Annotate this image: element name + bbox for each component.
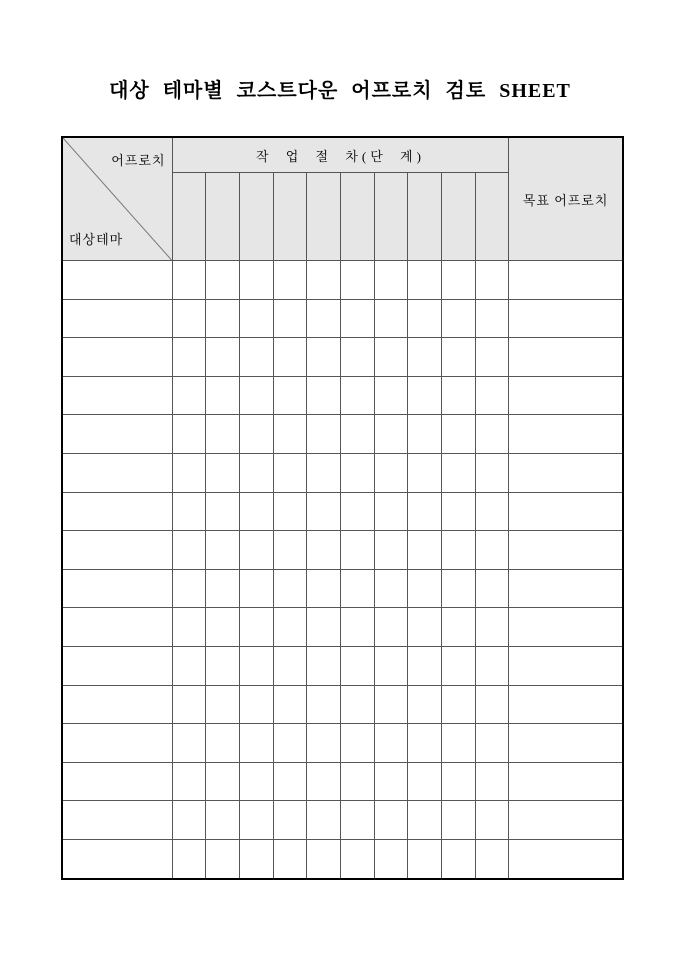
step-cell	[307, 801, 341, 840]
step-cell	[408, 569, 442, 608]
step-cell	[172, 453, 206, 492]
step-cell	[307, 376, 341, 415]
target-theme-cell	[62, 415, 172, 454]
step-cell	[206, 608, 240, 647]
step-cell	[273, 608, 307, 647]
step-cell	[374, 299, 408, 338]
step-cell	[408, 608, 442, 647]
step-cell	[340, 376, 374, 415]
step-cell	[442, 685, 476, 724]
step-cell	[239, 261, 273, 300]
step-cell	[206, 453, 240, 492]
step-cell	[273, 492, 307, 531]
step-cell	[273, 453, 307, 492]
step-cell	[172, 724, 206, 763]
step-cell	[408, 801, 442, 840]
target-theme-cell	[62, 531, 172, 570]
sheet-row	[62, 453, 623, 492]
header-row-top	[62, 137, 623, 173]
goal-approach-cell	[509, 608, 623, 647]
step-cell	[475, 608, 509, 647]
step-cell	[408, 376, 442, 415]
step-cell	[442, 338, 476, 377]
step-cell	[172, 608, 206, 647]
step-cell	[475, 531, 509, 570]
step-cell	[239, 453, 273, 492]
target-theme-cell	[62, 801, 172, 840]
target-theme-cell	[62, 376, 172, 415]
target-theme-cell	[62, 839, 172, 878]
step-cell	[239, 646, 273, 685]
step-cell	[172, 569, 206, 608]
target-theme-cell	[62, 299, 172, 338]
step-cell	[273, 801, 307, 840]
sheet-row	[62, 724, 623, 763]
step-cell	[374, 839, 408, 878]
step-subheader-cell	[172, 173, 206, 261]
step-cell	[340, 646, 374, 685]
goal-approach-cell	[509, 261, 623, 300]
step-cell	[206, 685, 240, 724]
goal-approach-cell	[509, 646, 623, 685]
step-cell	[475, 685, 509, 724]
step-cell	[475, 839, 509, 878]
step-cell	[374, 724, 408, 763]
sheet-row	[62, 801, 623, 840]
sheet-row	[62, 646, 623, 685]
step-subheader-cell	[273, 173, 307, 261]
sheet-row	[62, 299, 623, 338]
step-cell	[239, 608, 273, 647]
target-theme-cell	[62, 608, 172, 647]
step-cell	[172, 646, 206, 685]
step-cell	[442, 453, 476, 492]
sheet-header	[62, 137, 623, 261]
step-cell	[374, 338, 408, 377]
sheet-row	[62, 492, 623, 531]
target-theme-cell	[62, 762, 172, 801]
step-cell	[408, 415, 442, 454]
step-cell	[475, 261, 509, 300]
step-cell	[273, 724, 307, 763]
step-cell	[273, 569, 307, 608]
sheet-row	[62, 608, 623, 647]
step-cell	[172, 685, 206, 724]
step-cell	[442, 569, 476, 608]
goal-approach-cell	[509, 685, 623, 724]
step-cell	[442, 415, 476, 454]
step-cell	[408, 453, 442, 492]
step-cell	[239, 492, 273, 531]
step-cell	[374, 261, 408, 300]
step-cell	[172, 801, 206, 840]
step-cell	[340, 492, 374, 531]
sheet-row	[62, 531, 623, 570]
step-cell	[340, 261, 374, 300]
step-cell	[374, 608, 408, 647]
step-cell	[442, 299, 476, 338]
target-theme-cell	[62, 685, 172, 724]
step-cell	[442, 801, 476, 840]
step-cell	[172, 299, 206, 338]
step-cell	[206, 415, 240, 454]
step-cell	[374, 762, 408, 801]
goal-approach-cell	[509, 338, 623, 377]
step-cell	[172, 839, 206, 878]
step-cell	[475, 762, 509, 801]
goal-approach-cell	[509, 724, 623, 763]
step-cell	[239, 299, 273, 338]
step-cell	[273, 338, 307, 377]
step-cell	[442, 646, 476, 685]
sheet-row	[62, 415, 623, 454]
step-cell	[239, 685, 273, 724]
goal-approach-cell	[509, 531, 623, 570]
step-cell	[273, 646, 307, 685]
step-cell	[307, 453, 341, 492]
step-cell	[273, 839, 307, 878]
step-cell	[408, 338, 442, 377]
sheet-row	[62, 685, 623, 724]
step-cell	[374, 531, 408, 570]
step-cell	[172, 762, 206, 801]
step-cell	[374, 492, 408, 531]
step-cell	[408, 299, 442, 338]
step-cell	[239, 801, 273, 840]
step-subheader-cell	[442, 173, 476, 261]
step-cell	[172, 338, 206, 377]
step-cell	[475, 415, 509, 454]
step-cell	[475, 569, 509, 608]
target-theme-cell	[62, 569, 172, 608]
step-cell	[206, 724, 240, 763]
step-cell	[206, 261, 240, 300]
goal-approach-cell	[509, 762, 623, 801]
step-cell	[273, 531, 307, 570]
step-cell	[307, 261, 341, 300]
step-cell	[273, 685, 307, 724]
step-cell	[442, 762, 476, 801]
step-cell	[206, 492, 240, 531]
step-cell	[307, 531, 341, 570]
target-theme-cell	[62, 492, 172, 531]
step-cell	[374, 453, 408, 492]
step-cell	[475, 492, 509, 531]
step-cell	[475, 299, 509, 338]
sheet-row	[62, 261, 623, 300]
step-cell	[172, 531, 206, 570]
step-cell	[172, 415, 206, 454]
target-theme-cell	[62, 338, 172, 377]
target-theme-cell	[62, 453, 172, 492]
target-theme-cell	[62, 646, 172, 685]
step-cell	[273, 299, 307, 338]
step-cell	[307, 299, 341, 338]
step-cell	[273, 261, 307, 300]
step-cell	[307, 415, 341, 454]
sheet-row	[62, 762, 623, 801]
step-cell	[239, 415, 273, 454]
step-cell	[206, 839, 240, 878]
step-subheader-cell	[475, 173, 509, 261]
step-cell	[307, 839, 341, 878]
target-theme-axis-label: 대상테마	[69, 232, 124, 247]
step-cell	[239, 569, 273, 608]
step-cell	[442, 376, 476, 415]
review-sheet-table	[61, 136, 624, 880]
step-cell	[475, 338, 509, 377]
work-steps-header: 작 업 절 차(단 계)	[172, 137, 509, 173]
step-cell	[307, 338, 341, 377]
step-cell	[475, 724, 509, 763]
step-cell	[340, 724, 374, 763]
page-title: 대상 테마별 코스트다운 어프로치 검토 SHEET	[109, 80, 571, 102]
step-cell	[206, 338, 240, 377]
step-cell	[408, 685, 442, 724]
step-cell	[206, 376, 240, 415]
goal-approach-header: 목표 어프로치	[509, 137, 623, 261]
goal-approach-cell	[509, 376, 623, 415]
sheet-row	[62, 376, 623, 415]
sheet-row	[62, 338, 623, 377]
step-cell	[475, 646, 509, 685]
step-cell	[340, 453, 374, 492]
step-cell	[206, 569, 240, 608]
step-cell	[340, 531, 374, 570]
step-cell	[340, 801, 374, 840]
step-cell	[239, 338, 273, 377]
step-cell	[273, 762, 307, 801]
step-cell	[340, 569, 374, 608]
step-cell	[374, 415, 408, 454]
step-cell	[340, 415, 374, 454]
step-cell	[340, 685, 374, 724]
step-cell	[442, 724, 476, 763]
step-subheader-cell	[408, 173, 442, 261]
step-cell	[340, 338, 374, 377]
target-theme-cell	[62, 261, 172, 300]
step-subheader-cell	[374, 173, 408, 261]
goal-approach-cell	[509, 299, 623, 338]
goal-approach-cell	[509, 801, 623, 840]
step-cell	[374, 685, 408, 724]
step-cell	[307, 762, 341, 801]
step-cell	[408, 762, 442, 801]
step-cell	[475, 376, 509, 415]
step-cell	[307, 569, 341, 608]
step-cell	[307, 492, 341, 531]
step-cell	[340, 839, 374, 878]
step-cell	[374, 569, 408, 608]
step-cell	[340, 762, 374, 801]
step-cell	[307, 724, 341, 763]
step-cell	[206, 531, 240, 570]
step-cell	[442, 839, 476, 878]
goal-approach-cell	[509, 839, 623, 878]
step-cell	[239, 531, 273, 570]
sheet-row	[62, 569, 623, 608]
step-cell	[408, 839, 442, 878]
step-cell	[442, 608, 476, 647]
step-cell	[206, 299, 240, 338]
step-cell	[239, 724, 273, 763]
step-cell	[273, 376, 307, 415]
target-theme-cell	[62, 724, 172, 763]
step-subheader-cell	[239, 173, 273, 261]
sheet-row	[62, 839, 623, 878]
step-cell	[206, 801, 240, 840]
step-cell	[408, 724, 442, 763]
corner-header-cell	[62, 137, 172, 261]
step-cell	[307, 608, 341, 647]
step-cell	[340, 299, 374, 338]
step-cell	[307, 685, 341, 724]
step-cell	[273, 415, 307, 454]
step-cell	[172, 376, 206, 415]
step-subheader-cell	[206, 173, 240, 261]
goal-approach-cell	[509, 415, 623, 454]
step-cell	[374, 801, 408, 840]
step-cell	[172, 492, 206, 531]
step-cell	[307, 646, 341, 685]
step-cell	[442, 492, 476, 531]
step-cell	[206, 646, 240, 685]
goal-approach-cell	[509, 569, 623, 608]
step-cell	[408, 261, 442, 300]
approach-axis-label: 어프로치	[111, 153, 166, 168]
step-cell	[408, 492, 442, 531]
step-cell	[475, 453, 509, 492]
goal-approach-cell	[509, 492, 623, 531]
step-cell	[408, 646, 442, 685]
step-subheader-cell	[307, 173, 341, 261]
step-cell	[442, 261, 476, 300]
step-cell	[206, 762, 240, 801]
sheet-body	[62, 261, 623, 879]
step-cell	[442, 531, 476, 570]
step-cell	[239, 839, 273, 878]
step-cell	[239, 762, 273, 801]
step-cell	[408, 531, 442, 570]
goal-approach-cell	[509, 453, 623, 492]
step-cell	[239, 376, 273, 415]
step-cell	[172, 261, 206, 300]
step-subheader-cell	[340, 173, 374, 261]
step-cell	[374, 376, 408, 415]
step-cell	[340, 608, 374, 647]
step-cell	[374, 646, 408, 685]
step-cell	[475, 801, 509, 840]
